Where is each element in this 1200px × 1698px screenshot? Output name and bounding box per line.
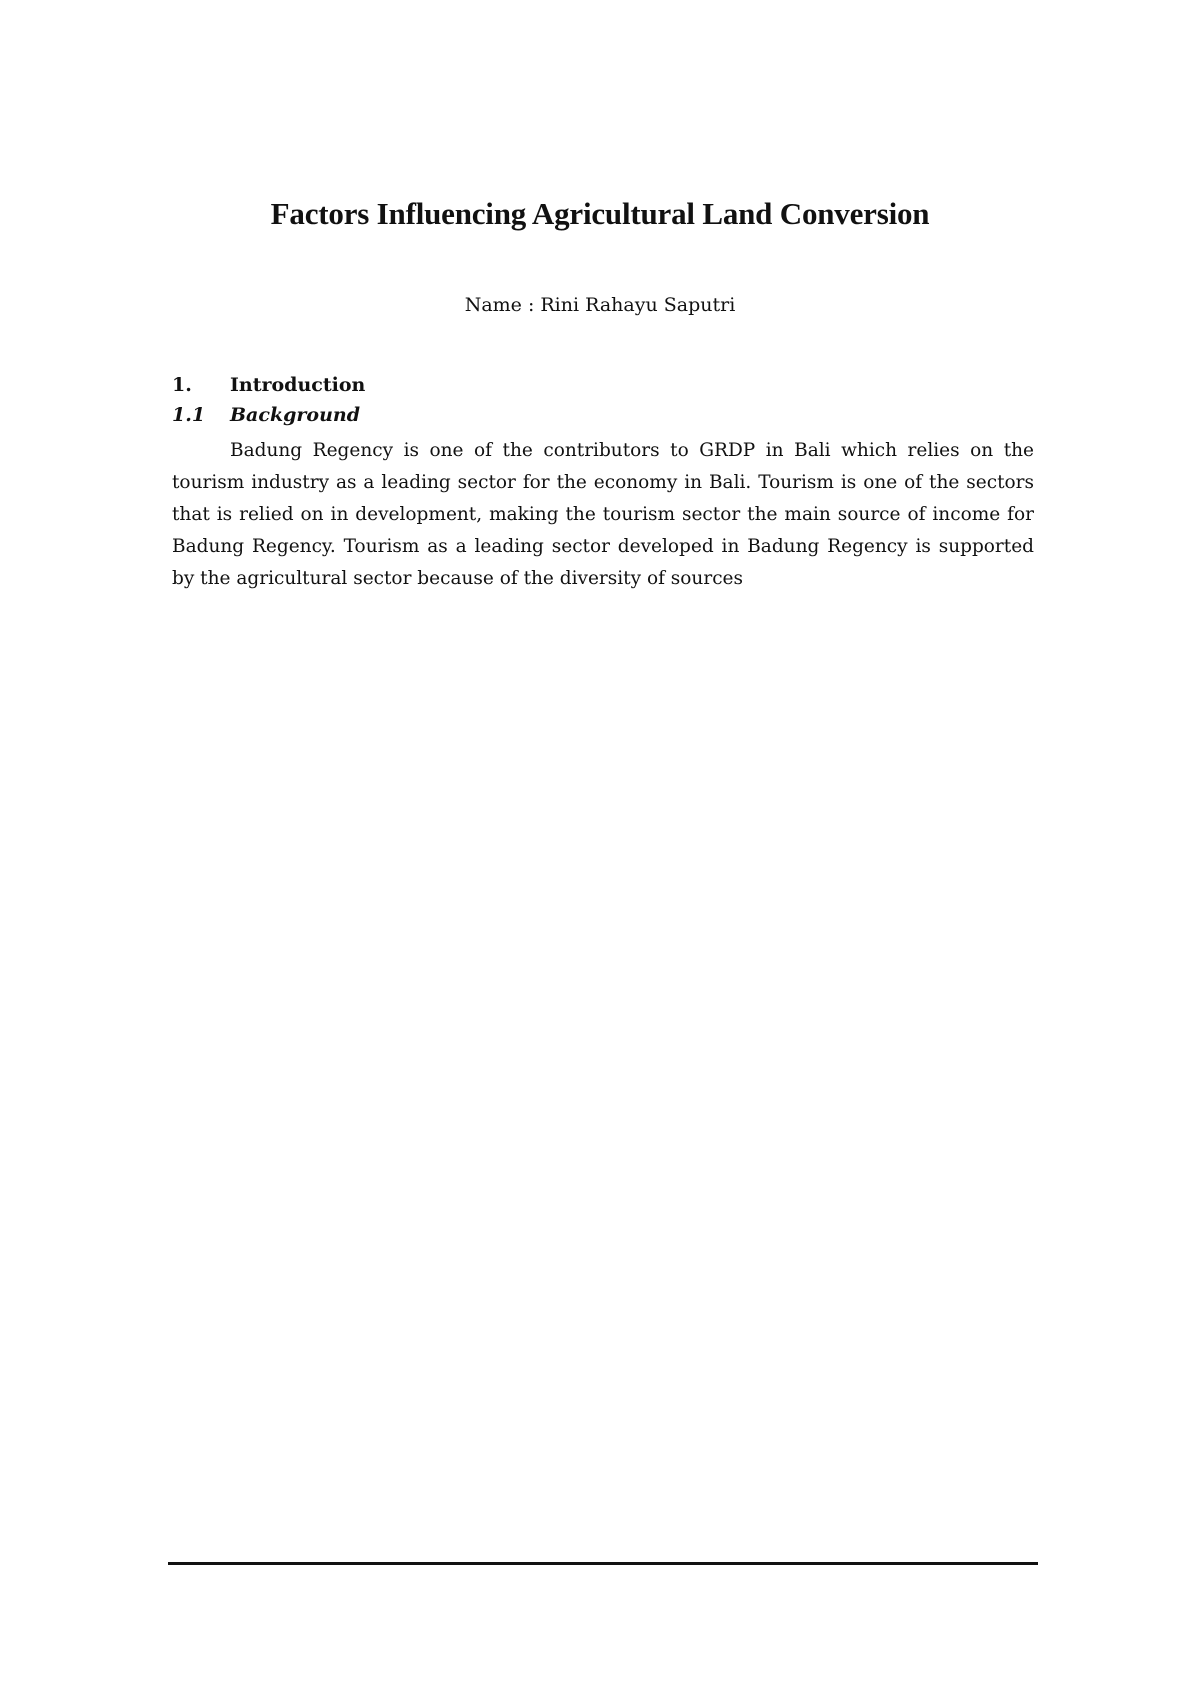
body-paragraph: Badung Regency is one of the contributors to GRDP in Bali which relies on the tourism industry as a leading sector for the economy in Bali. Tourism is one of the sectors that is relied on in development, making the tourism sector the main source of income for Badung Regency. Tourism as a leading sector developed in Badung Regency is supported by the agricultural sector because of the diversity of sources [172,440,1034,589]
section-title: Introduction [230,374,366,396]
subsection-heading-background [172,404,360,426]
document-title: Factors Influencing Agricultural Land Conversion [270,196,930,231]
author-line: Name : Rini Rahayu Saputri [464,294,736,316]
subsection-title: Background [230,404,360,426]
footer-divider [168,1562,1038,1565]
section-heading-introduction [172,374,365,396]
section-number: 1. [172,374,192,396]
subsection-number: 1.1 [172,404,206,426]
